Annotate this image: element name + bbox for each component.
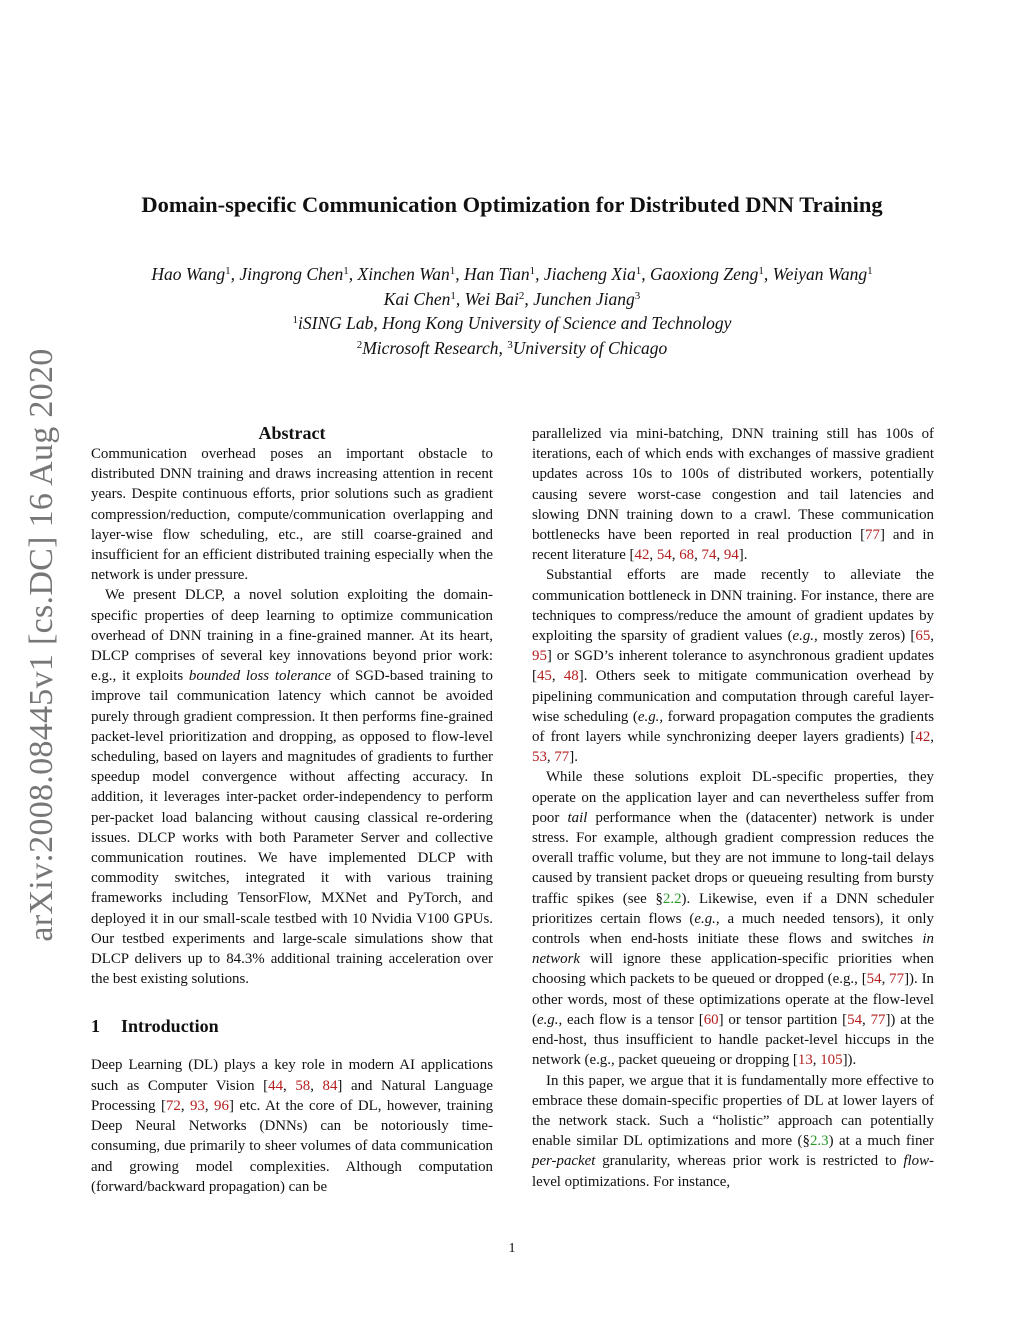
citation-link[interactable]: 45 — [536, 668, 552, 685]
body-paragraph-2: Substantial efforts are made recently to alleviate the communication bottleneck in DNN training. For instance, there are techniques to compress/reduce the amount of gradient updates by exploiting the sparsity of gradient values (e.g., mostly zeros) [65, 95] or SGD’s inherent tolerance to asynchronous gradient updates [45, 48]. Others seek to mitigate communication overhead by pipelining communication and computation through careful layer-wise scheduling (e.g., forward propagation computes the gradients of front layers while synchronizing deeper layers gradients) [42, 53, 77]. — [532, 567, 934, 766]
citation-link[interactable]: 68 — [679, 547, 695, 564]
citation-link[interactable]: 96 — [214, 1097, 229, 1114]
section-heading-introduction: 1 Introduction — [91, 1016, 219, 1037]
citation-link[interactable]: 93 — [189, 1097, 205, 1114]
body-paragraph-3: While these solutions exploit DL-specific properties, they operate on the application layer and can nevertheless suffer from poor tail performance when the (datacenter) network is under stress. For example, although gradient compression reduces the overall traffic volume, but they are not immune to long-tail delays caused by transient packet drops or queueing resulting from bursty traffic spikes (see §2.2). Likewise, even if a DNN scheduler prioritizes certain flows (e.g., a much needed tensors), it only controls when end-hosts initiate these flows and switches in network will ignore these application-specific priorities when choosing which packets to be queued or dropped (e.g., [54, 77]). In other words, most of these optimizations operate at the flow-level (e.g., each flow is a tensor [60] or tensor partition [54, 77]) at the end-host, thus insufficient to handle packet-level hiccups in the network (e.g., packet queueing or dropping [13, 105]). — [532, 769, 935, 1069]
intro-paragraph-1: Deep Learning (DL) plays a key role in modern AI applications such as Computer Vision [44, 58, 84] and Natural Language Processing [72, 93, 96] etc. At the core of DL, however, training Deep Neural Networks (DNNs) can be notoriously time-consuming, due primarily to sheer volumes of data communication and growing model complexities. Although computation (forward/backward propagation) can be — [91, 1057, 494, 1195]
citation-link[interactable]: 105 — [820, 1052, 843, 1069]
page-number: 1 — [508, 1241, 516, 1256]
section-link[interactable]: 2.3 — [809, 1133, 829, 1150]
citation-link[interactable]: 94 — [723, 547, 739, 564]
author-line-2: Kai Chen$^1$, Wei Bai$^2$, Junchen Jiang$^3$ — [383, 288, 641, 309]
citation-link[interactable]: 42 — [634, 547, 650, 564]
affiliation-1: $^1$iSING Lab, Hong Kong University of Science and Technology — [292, 313, 732, 333]
citation-link[interactable]: 54 — [866, 971, 882, 988]
body-paragraph-1: parallelized via mini-batching, DNN training still has 100s of iterations, each of which ends with exchanges of massive gradient updates across 10s to 100s of distributed workers, potentially causing severe worst-case congestion and tail latencies and slowing DNN training down to a crawl. These communication bottlenecks have been reported in real production [77] and in recent literature [42, 54, 68, 74, 94]. — [532, 426, 934, 564]
paper-title: Domain-specific Communication Optimization for Distributed DNN Training — [141, 192, 883, 217]
arxiv-identifier-text: arXiv:2008.08445v1 [cs.DC] 16 Aug 2020 — [23, 348, 60, 942]
citation-link[interactable]: 72 — [165, 1097, 181, 1114]
citation-link[interactable]: 54 — [847, 1011, 863, 1028]
citation-link[interactable]: 84 — [322, 1077, 338, 1094]
citation-link[interactable]: 60 — [703, 1011, 719, 1028]
citation-link[interactable]: 42 — [915, 729, 931, 746]
citation-link[interactable]: 48 — [563, 668, 579, 685]
citation-link[interactable]: 44 — [268, 1077, 284, 1094]
author-block — [40, 262, 984, 360]
left-column — [91, 423, 493, 1197]
abstract-paragraph-2: We present DLCP, a novel solution exploiting the domain-specific properties of deep learning to optimize communication overhead of DNN training in a fine-grained manner. At its heart, DLCP comprises of several key innovations beyond prior work: e.g., it exploits bounded loss tolerance of SGD-based training to improve tail communication latency which cannot be avoided purely through gradient compression. It then performs fine-grained packet-level prioritization and dropping, as opposed to flow-level scheduling, based on layers and magnitudes of gradients to further speedup model convergence without affecting accuracy. In addition, it leverages inter-packet order-independency to perform per-packet load balancing without causing classical re-ordering issues. DLCP works with both Parameter Server and collective communication routines. We have implemented DLCP with commodity switches, integrated it with various training frameworks including TensorFlow, MXNet and PyTorch, and deployed it in our small-scale testbed with 10 Nvidia V100 GPUs. Our testbed experiments and large-scale simulations show that DLCP delivers up to 84.3% additional training acceleration over the best existing solutions. — [91, 587, 494, 988]
citation-link[interactable]: 65 — [915, 628, 931, 645]
citation-link[interactable]: 13 — [797, 1052, 813, 1069]
citation-link[interactable]: 77 — [554, 749, 570, 766]
abstract-heading: Abstract — [258, 423, 326, 443]
citation-link[interactable]: 74 — [701, 547, 717, 564]
abstract-paragraph-1: Communication overhead poses an important obstacle to distributed DNN training and draws increasing attention in recent years. Despite continuous efforts, prior solutions such as gradient compression/reduction, compute/communication overlapping and layer-wise flow scheduling, etc., are still coarse-grained and insufficient for an efficient distributed training especially when the network is under pressure. — [91, 446, 493, 584]
affiliation-2: $^2$Microsoft Research, $^3$University of Chicago — [356, 337, 668, 358]
citation-link[interactable]: 54 — [656, 547, 672, 564]
citation-link[interactable]: 58 — [295, 1077, 311, 1094]
citation-link[interactable]: 77 — [865, 527, 880, 544]
body-paragraph-4: In this paper, we argue that it is fundamentally more effective to embrace these domain-specific properties of DL at lower layers of the network stack. Such a “holistic” approach can potentially enable similar DL optimizations and more (§2.3) at a much finer per-packet granularity, whereas prior work is restricted to flow-level optimizations. For instance, — [532, 1072, 934, 1190]
citation-link[interactable]: 95 — [532, 648, 547, 665]
author-line-1: Hao Wang$^1$, Jingrong Chen$^1$, Xinchen Wan$^1$, Han Tian$^1$, Jiacheng Xia$^1$, Gaoxiong Zeng$^1$, Weiyan Wang$^1$ — [151, 264, 873, 284]
right-column — [532, 424, 934, 1192]
citation-link[interactable]: 53 — [532, 749, 547, 766]
citation-link[interactable]: 77 — [889, 971, 905, 988]
citation-link[interactable]: 77 — [870, 1011, 886, 1028]
section-link[interactable]: 2.2 — [662, 890, 682, 907]
